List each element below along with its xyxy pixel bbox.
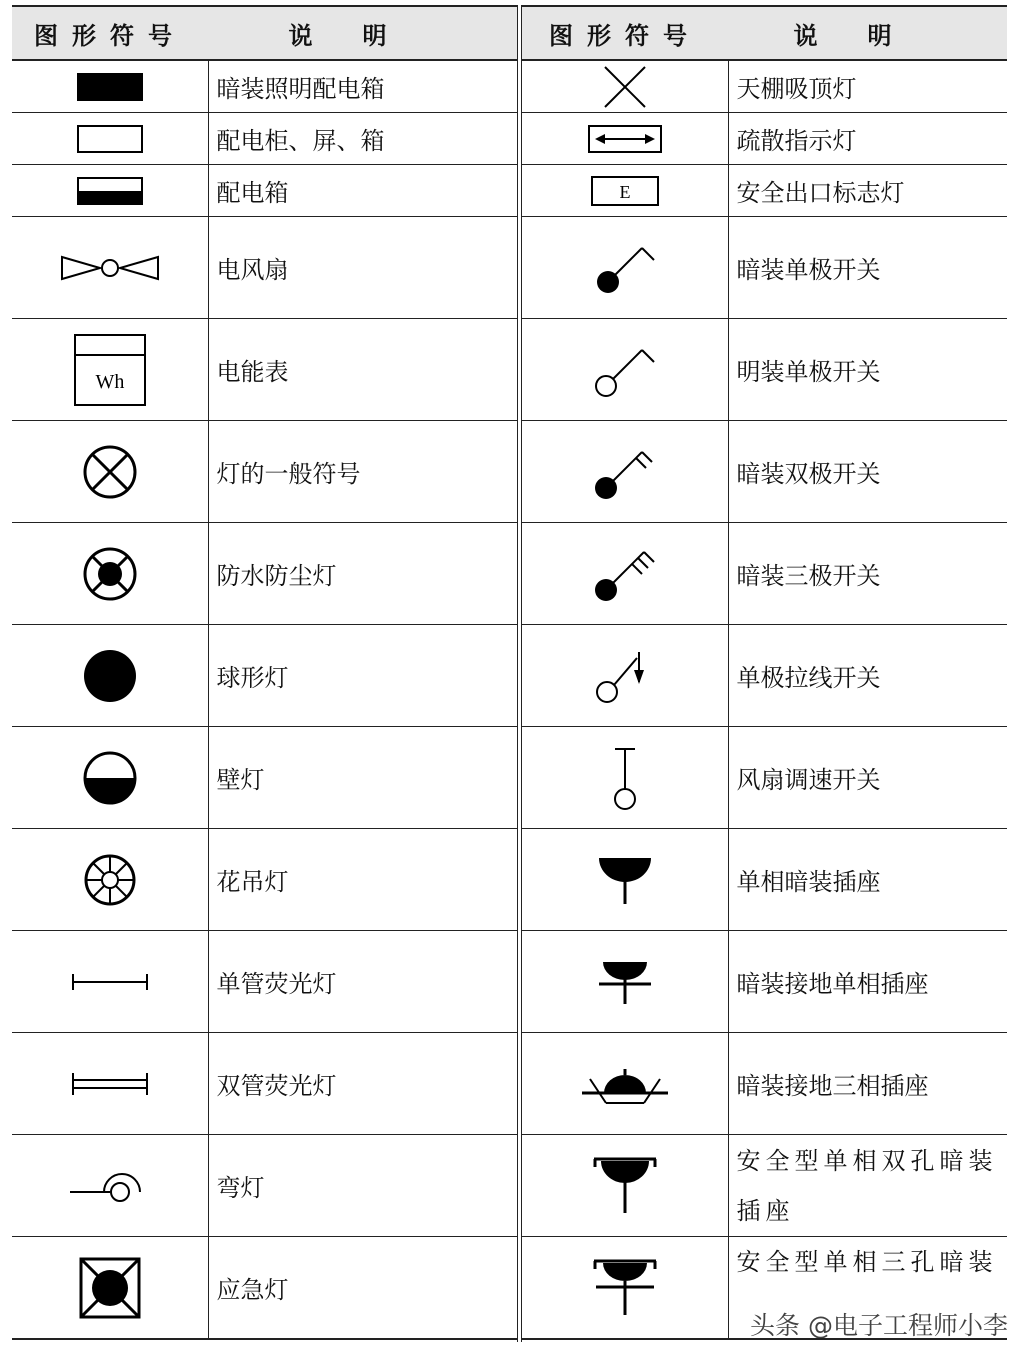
table-row xyxy=(522,1033,1007,1135)
left-symbol-table xyxy=(12,5,517,1340)
table-row xyxy=(12,421,517,523)
row-description: 电风扇 xyxy=(208,217,517,319)
table-row xyxy=(522,165,1007,217)
table-row xyxy=(12,60,517,113)
row-description: 灯的一般符号 xyxy=(208,421,517,523)
exit-sign-icon xyxy=(522,165,728,217)
lamp-general-icon xyxy=(12,421,208,523)
table-row xyxy=(12,829,517,931)
table-row xyxy=(522,625,1007,727)
globe-lamp-icon xyxy=(12,625,208,727)
meter-label: Wh xyxy=(95,370,125,393)
wall-lamp-icon xyxy=(12,727,208,829)
row-description: 暗装接地三相插座 xyxy=(728,1033,1007,1135)
row-description: 单相暗装插座 xyxy=(728,829,1007,931)
description-column-header: 说明 xyxy=(728,6,1007,60)
bent-lamp-icon xyxy=(12,1135,208,1237)
table-row xyxy=(12,217,517,319)
row-description: 暗装双极开关 xyxy=(728,421,1007,523)
single-tube-fluorescent-icon xyxy=(12,931,208,1033)
table-row xyxy=(522,829,1007,931)
table-row xyxy=(522,1135,1007,1237)
table-row xyxy=(522,217,1007,319)
row-description: 安全型单相双孔暗装插座 xyxy=(728,1135,1007,1237)
row-description: 配电箱 xyxy=(208,165,517,217)
row-description: 双管荧光灯 xyxy=(208,1033,517,1135)
row-description: 单极拉线开关 xyxy=(728,625,1007,727)
table-row xyxy=(522,319,1007,421)
row-description: 暗装三极开关 xyxy=(728,523,1007,625)
electricity-meter-icon xyxy=(12,319,208,421)
table-row xyxy=(12,165,517,217)
row-description: 花吊灯 xyxy=(208,829,517,931)
fan-speed-switch-icon xyxy=(522,727,728,829)
safety-single-phase-three-hole-socket-icon xyxy=(522,1237,728,1340)
row-description: 应急灯 xyxy=(208,1237,517,1340)
table-row xyxy=(12,931,517,1033)
symbol-table-page xyxy=(12,5,1007,1342)
table-row xyxy=(12,523,517,625)
table-row xyxy=(12,625,517,727)
electric-fan-icon xyxy=(12,217,208,319)
right-symbol-table xyxy=(522,5,1007,1340)
watermark: 头条 @电子工程师小李 xyxy=(750,1311,1008,1340)
table-row xyxy=(12,113,517,165)
concealed-double-pole-switch-icon xyxy=(522,421,728,523)
surface-single-pole-switch-icon xyxy=(522,319,728,421)
row-description: 暗装单极开关 xyxy=(728,217,1007,319)
distribution-cabinet-icon xyxy=(12,113,208,165)
waterproof-dustproof-lamp-icon xyxy=(12,523,208,625)
table-row xyxy=(12,1033,517,1135)
table-row xyxy=(12,319,517,421)
row-description: 电能表 xyxy=(208,319,517,421)
row-description: 安全型单相三孔暗装 xyxy=(728,1237,1007,1340)
concealed-grounded-single-phase-socket-icon xyxy=(522,931,728,1033)
table-row xyxy=(522,931,1007,1033)
row-description: 单管荧光灯 xyxy=(208,931,517,1033)
row-description: 暗装照明配电箱 xyxy=(208,60,517,113)
concealed-grounded-three-phase-socket-icon xyxy=(522,1033,728,1135)
concealed-lighting-distribution-box-icon xyxy=(12,60,208,113)
row-description: 暗装接地单相插座 xyxy=(728,931,1007,1033)
row-description: 防水防尘灯 xyxy=(208,523,517,625)
row-description: 球形灯 xyxy=(208,625,517,727)
table-header-row xyxy=(12,6,517,60)
row-description: 安全出口标志灯 xyxy=(728,165,1007,217)
symbol-column-header: 图形符号 xyxy=(522,6,728,60)
row-description: 疏散指示灯 xyxy=(728,113,1007,165)
symbol-column-header: 图形符号 xyxy=(12,6,208,60)
row-description: 风扇调速开关 xyxy=(728,727,1007,829)
emergency-lamp-icon xyxy=(12,1237,208,1340)
row-description: 弯灯 xyxy=(208,1135,517,1237)
table-row xyxy=(522,113,1007,165)
concealed-single-phase-socket-icon xyxy=(522,829,728,931)
evacuation-indicator-icon xyxy=(522,113,728,165)
row-description: 天棚吸顶灯 xyxy=(728,60,1007,113)
concealed-single-pole-switch-icon xyxy=(522,217,728,319)
exit-sign-label: E xyxy=(619,181,631,202)
table-row xyxy=(522,60,1007,113)
description-column-header: 说明 xyxy=(208,6,517,60)
table-row xyxy=(12,1237,517,1340)
row-description: 明装单极开关 xyxy=(728,319,1007,421)
ceiling-lamp-icon xyxy=(522,60,728,113)
double-tube-fluorescent-icon xyxy=(12,1033,208,1135)
row-description: 壁灯 xyxy=(208,727,517,829)
table-row xyxy=(12,1135,517,1237)
distribution-box-icon xyxy=(12,165,208,217)
chandelier-icon xyxy=(12,829,208,931)
row-description: 配电柜、屏、箱 xyxy=(208,113,517,165)
table-header-row xyxy=(522,6,1007,60)
table-row xyxy=(522,727,1007,829)
concealed-three-pole-switch-icon xyxy=(522,523,728,625)
safety-single-phase-two-hole-socket-icon xyxy=(522,1135,728,1237)
single-pole-pull-switch-icon xyxy=(522,625,728,727)
table-row xyxy=(12,727,517,829)
table-row xyxy=(522,421,1007,523)
table-row xyxy=(522,523,1007,625)
